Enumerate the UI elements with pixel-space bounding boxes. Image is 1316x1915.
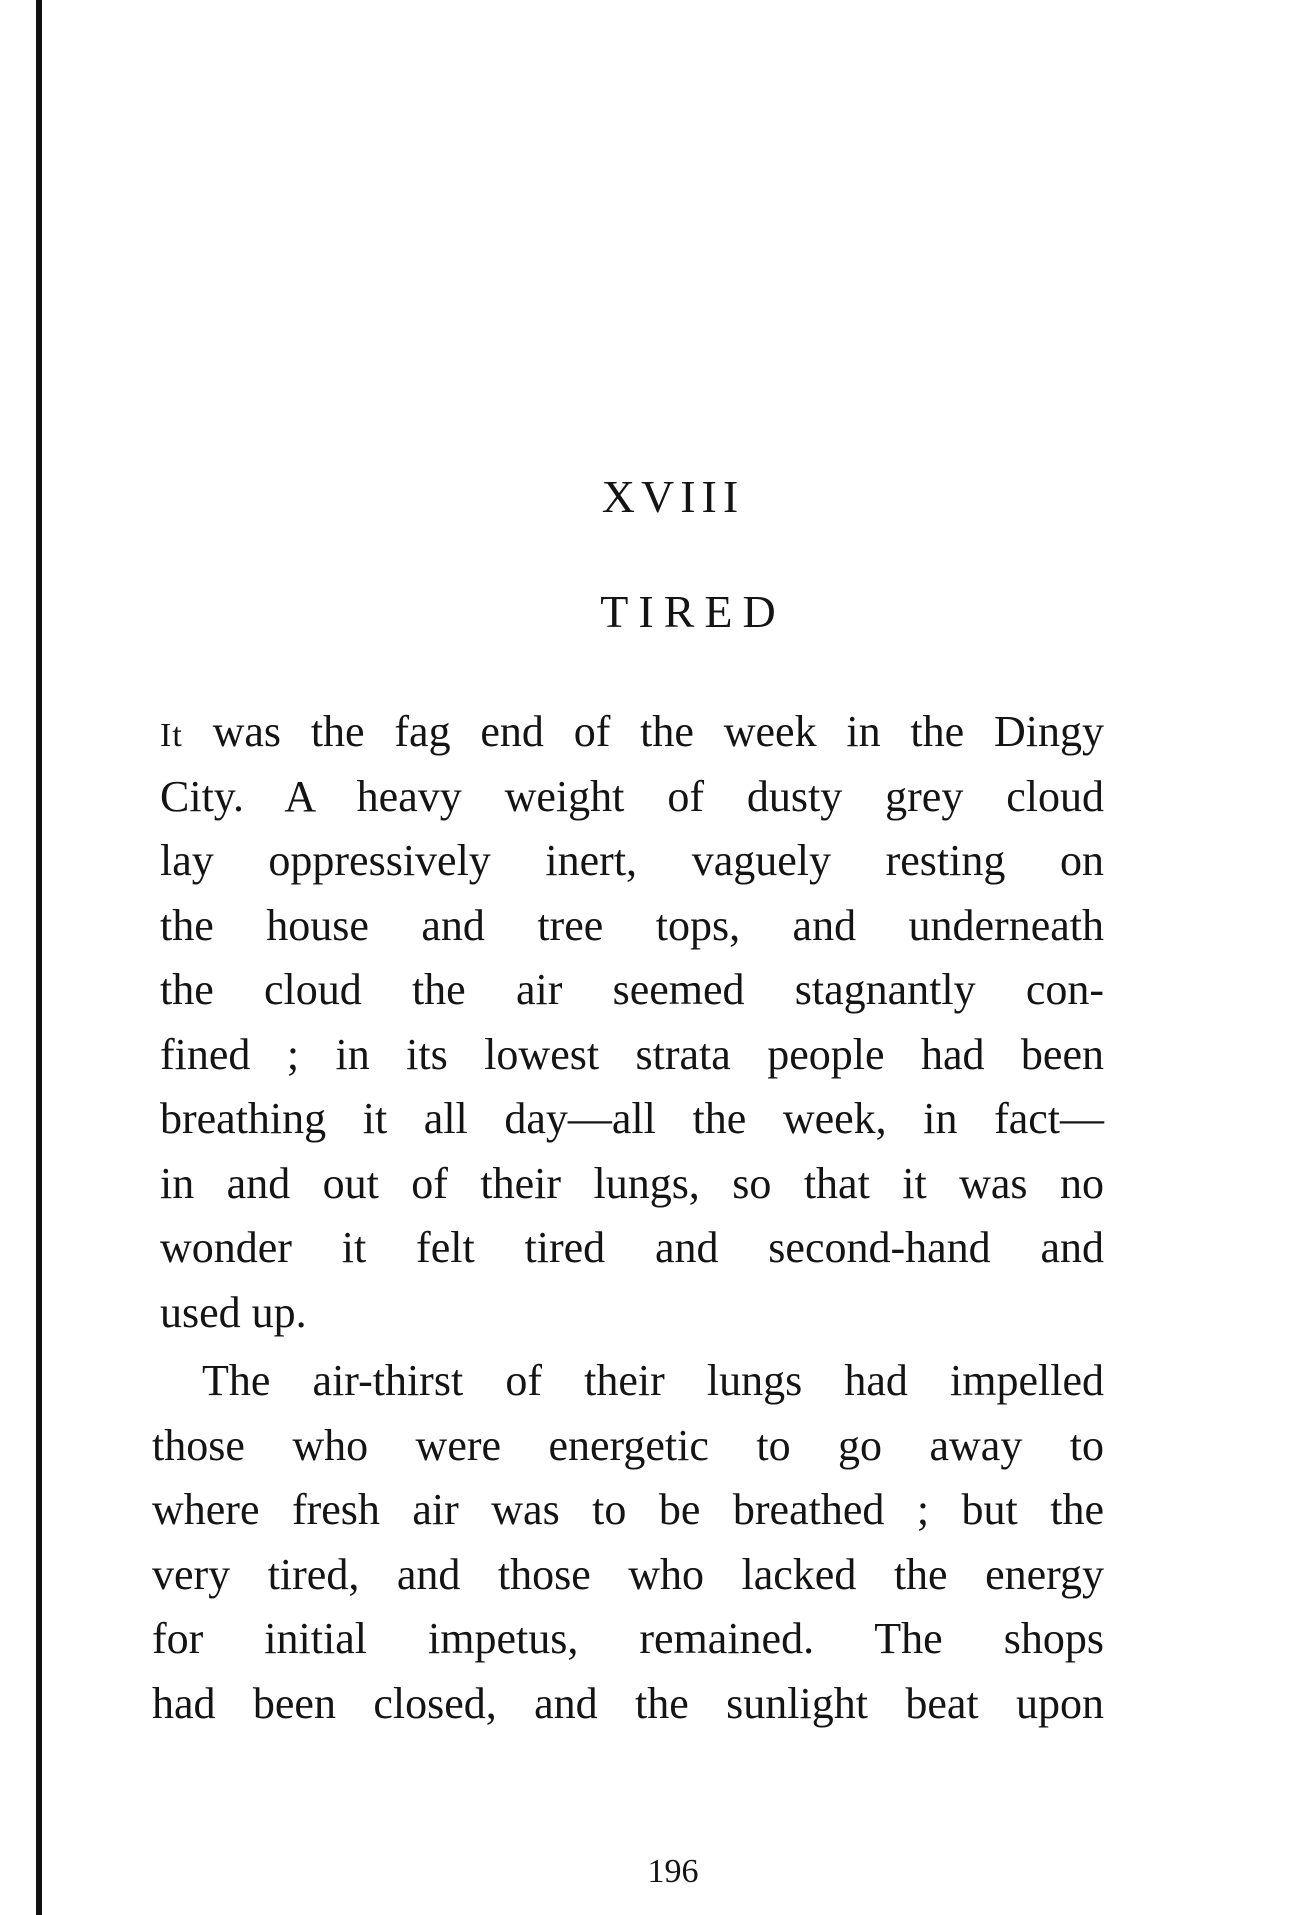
- paragraph-line: lay oppressively inert, vaguely resting on: [160, 836, 1104, 885]
- paragraph-1: [160, 700, 1104, 1345]
- paragraph-line: where fresh air was to be breathed ; but the: [152, 1485, 1104, 1534]
- chapter-title: TIRED: [600, 586, 786, 637]
- paragraph-line: the cloud the air seemed stagnantly con-: [160, 965, 1104, 1014]
- page-number: 196: [647, 1853, 699, 1890]
- paragraph-line: the house and tree tops, and underneath: [160, 900, 1104, 950]
- paragraph-line: those who were energetic to go away to: [152, 1420, 1104, 1470]
- paragraph-line: had been closed, and the sunlight beat upon: [152, 1678, 1104, 1728]
- paragraph-line: fined ; in its lowest strata people had been: [160, 1029, 1104, 1079]
- paragraph-line: wonder it felt tired and second-hand and: [160, 1223, 1104, 1272]
- paragraph-line: breathing it all day—all the week, in fact—: [160, 1094, 1104, 1143]
- paragraph-line: for initial impetus, remained. The shops: [152, 1614, 1104, 1663]
- paragraph-line: City. A heavy weight of dusty grey cloud: [160, 771, 1104, 821]
- paragraph-line: used up.: [160, 1287, 307, 1337]
- paragraph-line: It was the fag end of the week in the Dingy: [160, 707, 1104, 756]
- chapter-number: XVIII: [601, 471, 745, 522]
- binding-edge: [36, 0, 42, 1915]
- opening-word: It: [160, 717, 183, 754]
- paragraph-line: The air-thirst of their lungs had impelled: [202, 1356, 1104, 1405]
- paragraph-line: very tired, and those who lacked the energy: [152, 1549, 1104, 1599]
- paragraph-line: in and out of their lungs, so that it was no: [160, 1158, 1104, 1208]
- paragraph-2: [152, 1349, 1104, 1736]
